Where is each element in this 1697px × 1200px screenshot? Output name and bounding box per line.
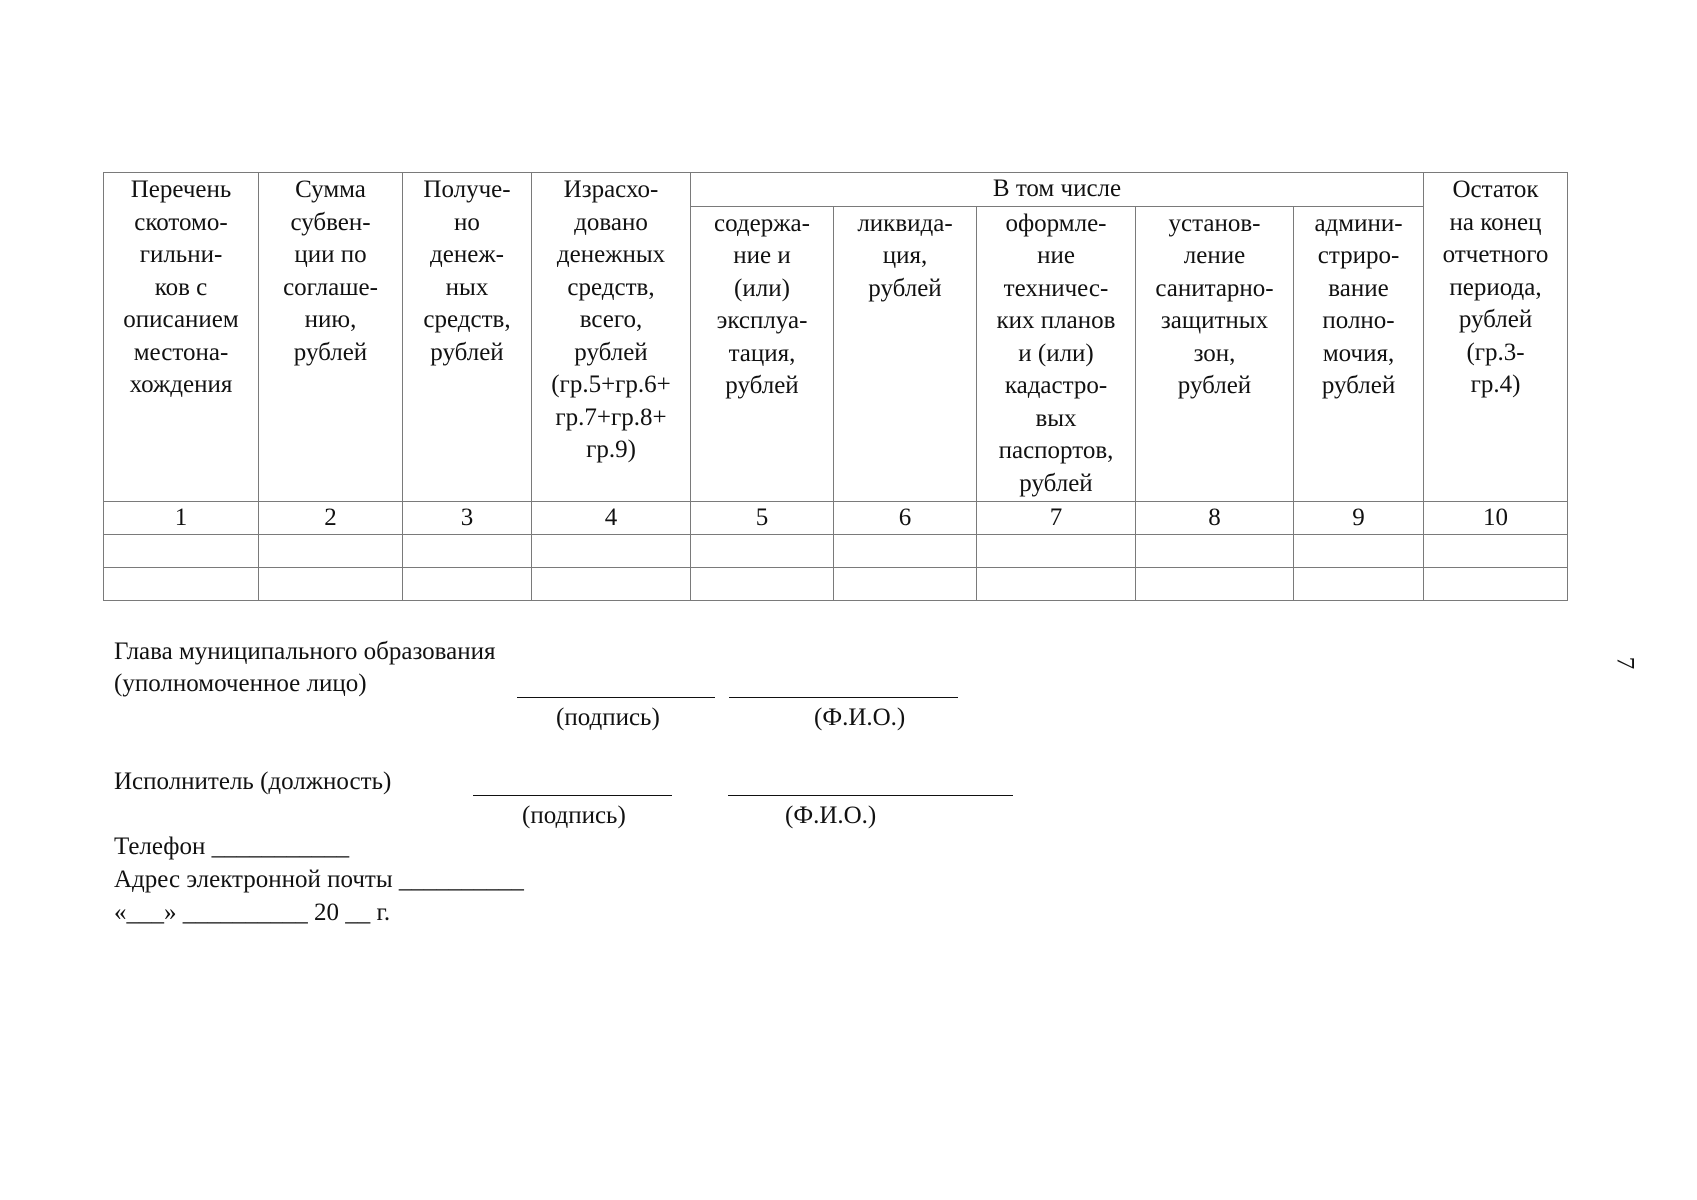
table-cell[interactable] xyxy=(1294,535,1424,568)
header-row xyxy=(104,173,1568,207)
executor-name-caption: (Ф.И.О.) xyxy=(785,802,877,829)
executor-label: Исполнитель (должность) xyxy=(114,768,392,795)
table-cell[interactable] xyxy=(834,535,977,568)
column-number: 8 xyxy=(1136,501,1294,535)
head-signature-line xyxy=(517,697,715,698)
header-administration: админи- стриро- вание полно- мочия, рублей xyxy=(1294,206,1424,501)
page-number: 7 xyxy=(1611,656,1639,670)
report-table xyxy=(103,172,1568,601)
table-cell[interactable] xyxy=(1136,568,1294,601)
table-cell[interactable] xyxy=(259,568,403,601)
header-funds-spent-total: Израсхо- довано денежных средств, всего, рублей (гр.5+гр.6+ гр.7+гр.8+ гр.9) xyxy=(532,173,691,502)
authorized-person-line: (уполномоченное лицо) xyxy=(114,670,367,697)
head-title-line: Глава муниципального образования xyxy=(114,638,496,665)
column-number: 9 xyxy=(1294,501,1424,535)
column-number-row xyxy=(104,501,1568,535)
column-number: 4 xyxy=(532,501,691,535)
table-row xyxy=(104,535,1568,568)
table-cell[interactable] xyxy=(403,568,532,601)
phone-field: Телефон ___________ xyxy=(114,833,350,860)
table-cell[interactable] xyxy=(1424,568,1568,601)
header-liquidation: ликвида- ция, рублей xyxy=(834,206,977,501)
table-cell[interactable] xyxy=(977,568,1136,601)
executor-signature-caption: (подпись) xyxy=(522,802,626,829)
table-cell[interactable] xyxy=(532,568,691,601)
column-number: 2 xyxy=(259,501,403,535)
head-name-caption: (Ф.И.О.) xyxy=(814,704,906,731)
table-cell[interactable] xyxy=(834,568,977,601)
table-cell[interactable] xyxy=(1136,535,1294,568)
column-number: 3 xyxy=(403,501,532,535)
head-name-line xyxy=(729,697,958,698)
email-field: Адрес электронной почты __________ xyxy=(114,866,524,893)
column-number: 6 xyxy=(834,501,977,535)
table-cell[interactable] xyxy=(1294,568,1424,601)
header-balance-end-of-period: Остаток на конец отчетного периода, рублей (гр.3- гр.4) xyxy=(1424,173,1568,502)
table-cell[interactable] xyxy=(259,535,403,568)
table-cell[interactable] xyxy=(104,568,259,601)
header-list-of-burial-sites: Перечень скотомо- гильни- ков с описанием местона- хождения xyxy=(104,173,259,502)
executor-name-line xyxy=(728,795,1013,796)
table-cell[interactable] xyxy=(104,535,259,568)
column-number: 7 xyxy=(977,501,1136,535)
table-cell[interactable] xyxy=(691,568,834,601)
column-number: 10 xyxy=(1424,501,1568,535)
executor-signature-line xyxy=(473,795,672,796)
table-cell[interactable] xyxy=(977,535,1136,568)
header-subvention-amount: Сумма субвен- ции по соглаше- нию, рублей xyxy=(259,173,403,502)
header-funds-received: Получе- но денеж- ных средств, рублей xyxy=(403,173,532,502)
table-cell[interactable] xyxy=(1424,535,1568,568)
header-including-group: В том числе xyxy=(691,173,1424,207)
table-cell[interactable] xyxy=(691,535,834,568)
column-number: 5 xyxy=(691,501,834,535)
table-cell[interactable] xyxy=(532,535,691,568)
table-row xyxy=(104,568,1568,601)
header-maintenance: содержа- ние и (или) эксплуа- тация, рублей xyxy=(691,206,834,501)
header-technical-plans: оформле- ние техничес- ких планов и (или) кадастро- вых паспортов, рублей xyxy=(977,206,1136,501)
table-cell[interactable] xyxy=(403,535,532,568)
head-signature-caption: (подпись) xyxy=(556,704,660,731)
date-field: «___» __________ 20 __ г. xyxy=(114,899,391,926)
header-sanitary-zones: установ- ление санитарно- защитных зон, рублей xyxy=(1136,206,1294,501)
column-number: 1 xyxy=(104,501,259,535)
